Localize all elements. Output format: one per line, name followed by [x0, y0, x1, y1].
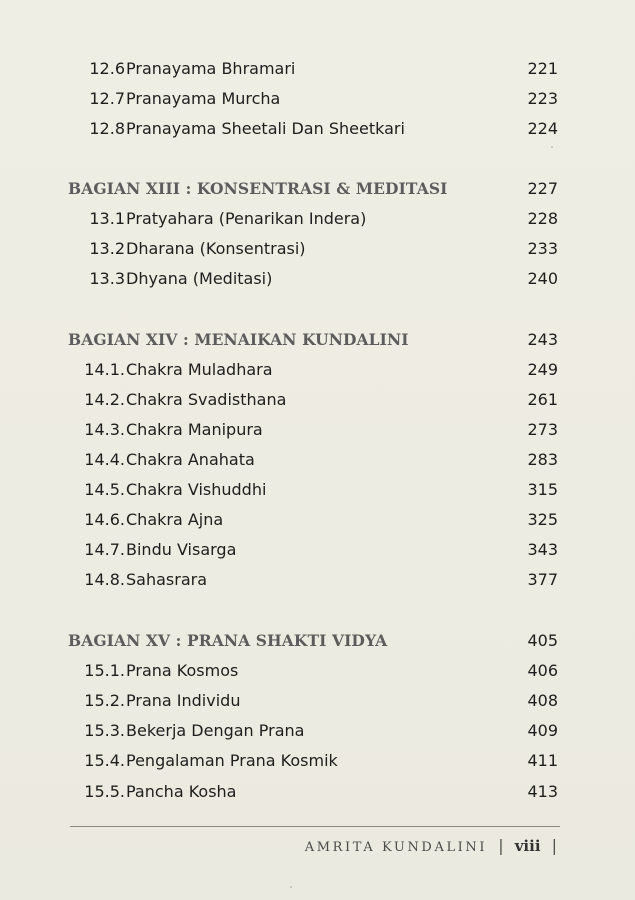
- section-title: BAGIAN XV : PRANA SHAKTI VIDYA: [68, 631, 388, 650]
- entry-page: 249: [527, 360, 558, 379]
- entry-number: 12.7: [89, 89, 125, 108]
- footer-separator: |: [551, 836, 557, 855]
- entry-number: 14.1.: [84, 360, 125, 379]
- entry-title: Dhyana (Meditasi): [126, 269, 273, 288]
- entry-page: 240: [527, 269, 558, 288]
- section-page: 243: [527, 330, 558, 349]
- entry-page: 273: [527, 420, 558, 439]
- entry-number: 14.6.: [84, 510, 125, 529]
- toc-entry[interactable]: [68, 686, 558, 716]
- entry-title: Pranayama Murcha: [126, 89, 281, 108]
- section-title: BAGIAN XIII : KONSENTRASI & MEDITASI: [68, 179, 448, 198]
- scan-speck: [290, 886, 292, 888]
- entry-number: 14.5.: [84, 480, 125, 499]
- entry-page: 409: [527, 721, 558, 740]
- toc-section-heading[interactable]: [68, 174, 558, 204]
- toc-entry[interactable]: [68, 355, 558, 385]
- entry-number: 15.2.: [84, 691, 125, 710]
- toc-entry[interactable]: [68, 114, 558, 144]
- entry-page: 343: [527, 540, 558, 559]
- entry-number: 14.3.: [84, 420, 125, 439]
- entry-number: 15.1.: [84, 661, 125, 680]
- entry-number: 14.7.: [84, 540, 125, 559]
- entry-title: Sahasrara: [126, 570, 208, 589]
- entry-title: Chakra Muladhara: [126, 360, 273, 379]
- entry-page: 406: [527, 661, 558, 680]
- entry-page: 224: [527, 119, 558, 138]
- toc-entry[interactable]: [68, 204, 558, 234]
- toc-entry[interactable]: [68, 84, 558, 114]
- entry-title: Chakra Anahata: [126, 450, 255, 469]
- section-page: 405: [527, 631, 558, 650]
- entry-title: Chakra Vishuddhi: [126, 480, 267, 499]
- entry-number: 13.1: [89, 209, 125, 228]
- entry-page: 228: [527, 209, 558, 228]
- entry-title: Pranayama Bhramari: [126, 59, 296, 78]
- entry-number: 15.5.: [84, 782, 125, 801]
- entry-number: 14.8.: [84, 570, 125, 589]
- entry-page: 411: [527, 751, 558, 770]
- toc-entry[interactable]: [68, 445, 558, 475]
- page-footer: [305, 833, 563, 859]
- entry-title: Dharana (Konsentrasi): [126, 239, 306, 258]
- entry-number: 13.3: [89, 269, 125, 288]
- entry-page: 261: [527, 390, 558, 409]
- entry-page: 221: [527, 59, 558, 78]
- entry-title: Chakra Ajna: [126, 510, 224, 529]
- footer-page-number: viii: [514, 837, 541, 855]
- toc-entry[interactable]: [68, 385, 558, 415]
- toc-entry[interactable]: [68, 656, 558, 686]
- entry-number: 15.3.: [84, 721, 125, 740]
- entry-number: 12.6: [89, 59, 125, 78]
- entry-page: 315: [527, 480, 558, 499]
- entry-page: 408: [527, 691, 558, 710]
- toc-entry[interactable]: [68, 475, 558, 505]
- toc-entry[interactable]: [68, 565, 558, 595]
- toc-entry[interactable]: [68, 716, 558, 746]
- entry-number: 14.4.: [84, 450, 125, 469]
- footer-divider: [70, 826, 560, 827]
- section-title: BAGIAN XIV : MENAIKAN KUNDALINI: [68, 330, 409, 349]
- toc-entry[interactable]: [68, 505, 558, 535]
- toc-entry[interactable]: [68, 415, 558, 445]
- entry-number: 14.2.: [84, 390, 125, 409]
- toc-entry[interactable]: [68, 264, 558, 294]
- entry-title: Chakra Svadisthana: [126, 390, 287, 409]
- toc-entry[interactable]: [68, 54, 558, 84]
- toc-entry[interactable]: [68, 234, 558, 264]
- entry-title: Bindu Visarga: [126, 540, 237, 559]
- entry-number: 12.8: [89, 119, 125, 138]
- section-page: 227: [527, 179, 558, 198]
- entry-title: Pengalaman Prana Kosmik: [126, 751, 338, 770]
- footer-book-title: AMRITA KUNDALINI: [304, 840, 488, 855]
- entry-title: Pratyahara (Penarikan Indera): [126, 209, 367, 228]
- entry-page: 325: [527, 510, 558, 529]
- toc-entry[interactable]: [68, 535, 558, 565]
- entry-page: 413: [527, 782, 558, 801]
- toc-section-heading[interactable]: [68, 626, 558, 656]
- entry-title: Prana Individu: [126, 691, 241, 710]
- entry-page: 233: [527, 239, 558, 258]
- entry-page: 223: [527, 89, 558, 108]
- entry-page: 283: [527, 450, 558, 469]
- toc-entry[interactable]: [68, 777, 558, 807]
- footer-separator: |: [498, 836, 504, 855]
- entry-title: Prana Kosmos: [126, 661, 239, 680]
- toc-section-heading[interactable]: [68, 325, 558, 355]
- scan-speck: [551, 146, 553, 148]
- entry-title: Chakra Manipura: [126, 420, 263, 439]
- entry-number: 15.4.: [84, 751, 125, 770]
- entry-title: Pancha Kosha: [126, 782, 237, 801]
- entry-title: Bekerja Dengan Prana: [126, 721, 305, 740]
- entry-page: 377: [527, 570, 558, 589]
- entry-title: Pranayama Sheetali Dan Sheetkari: [126, 119, 405, 138]
- toc-entry[interactable]: [68, 746, 558, 776]
- entry-number: 13.2: [89, 239, 125, 258]
